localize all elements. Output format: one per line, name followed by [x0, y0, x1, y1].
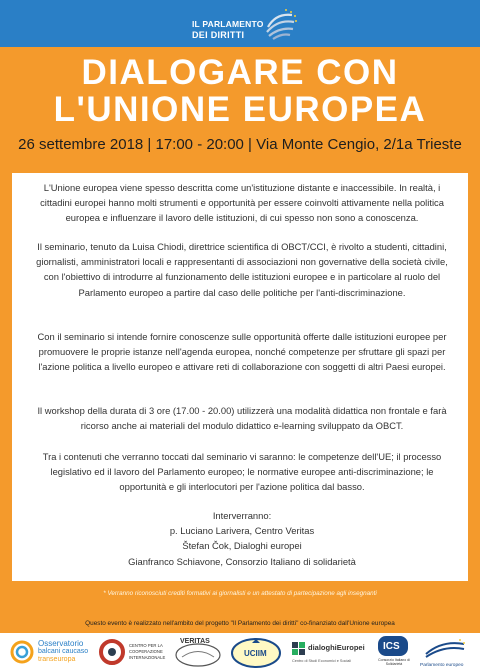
ics-sub: Consorzio Italiano di Solidarietà	[378, 658, 410, 666]
paragraph-goals: Con il seminario si intende fornire conoscenze sulle opportunità offerte dalle istituzioni europee per promuovere le proprie istanze nell'agenda europea, nonché competenze per sfruttare gli spazi per l'azione politica a livello europeo e attivare reti di collaborazione con soggetti di altri Paesi europei.	[37, 331, 447, 373]
paragraph-intro: L'Unione europea viene spesso descritta come un'istituzione distante e inaccessibile. In realtà, i cittadini europei hanno molti strumenti e opportunità per essere coinvolti attivamente nella politica europea e influenzare il lavoro delle istituzioni, di cui spesso non sono a conoscenza.	[40, 182, 444, 224]
paragraph-seminar: Il seminario, tenuto da Luisa Chiodi, direttrice scientifica di OBCT/CCI, è rivolto a studenti, cittadini, giornalisti, amministratori locali e rappresentanti di associazioni non governative della società civile, con l'obiettivo di introdurre al funzionamento delle istituzioni europee e in particolare al ruolo del Parlamento europeo a partire dal caso delle politiche per l'anti-discriminazione.	[36, 241, 448, 298]
veritas-name: VERITAS	[180, 638, 210, 645]
obct-logo	[10, 636, 92, 669]
paragraph-workshop: Il workshop della durata di 3 ore (17.00 - 20.00) utilizzerà una modalità didattica non frontale e farà ricorso anche ai materiali del modulo didattico e-learning sviluppato da OBCT.	[37, 405, 447, 432]
uciim-logo	[230, 636, 282, 669]
ep-name: Parlamento europeo	[420, 663, 464, 668]
event-dateline: 26 settembre 2018 | 17:00 - 20:00 | Via Monte Cengio, 2/1a Trieste	[18, 136, 462, 153]
cci-logo	[98, 636, 170, 669]
title-line1: DIALOGARE CON	[81, 53, 399, 92]
speakers-block	[32, 508, 452, 569]
veritas-logo	[174, 636, 222, 669]
cci-mark-icon	[98, 638, 126, 666]
obct-line1: Osservatorio	[38, 639, 84, 648]
speakers-heading: Interverranno:	[212, 510, 272, 521]
partner-logos-strip	[0, 633, 480, 672]
project-note: Questo evento è realizzato nell'ambito del progetto "Il Parlamento dei diritti" co-finanziato dall'Unione europea	[85, 620, 395, 627]
brand-line1: IL PARLAMENTO	[192, 19, 264, 29]
dialoghi-mark-icon	[292, 642, 306, 656]
european-parliament-logo	[420, 636, 472, 669]
brand-line2: DEI DIRITTI	[192, 30, 245, 40]
header-bar	[0, 0, 480, 47]
cci-line3: INTERNAZIONALE	[129, 655, 166, 660]
credits-footnote: * Verranno riconosciuti crediti formativi ai giornalisti e un attestato di partecipazione agli insegnanti	[103, 590, 377, 597]
paragraph-contents: Tra i contenuti che verranno toccati dal seminario vi saranno: le competenze dell'UE; il processo legislativo ed il lavoro del Parlamento europeo; le normative europee anti-discriminazione; le opportunità e gli interlocutori per l'azione politica dal basso.	[42, 451, 442, 493]
obct-mark-icon	[10, 640, 34, 664]
obct-line2: balcani caucaso	[38, 648, 89, 655]
dialoghi-name: dialoghiEuropei	[308, 643, 365, 652]
eu-parliament-swirl-icon	[262, 5, 300, 43]
obct-line3: transeuropa	[38, 656, 76, 663]
speaker-item: Štefan Čok, Dialoghi europei	[182, 540, 302, 552]
cci-line2: COOPERAZIONE	[129, 649, 163, 654]
cci-line1: CENTRO PER LA	[129, 643, 163, 648]
description-panel	[12, 173, 468, 581]
speaker-item: Gianfranco Schiavone, Consorzio Italiano di solidarietà	[128, 555, 356, 567]
brand-wordmark	[192, 19, 264, 41]
dialoghi-europei-logo	[292, 636, 365, 669]
title-line2: L'UNIONE EUROPEA	[53, 90, 427, 129]
dialoghi-sub: Centro di Studi Economici e Sociali	[292, 659, 352, 663]
ics-logo	[374, 636, 414, 669]
speaker-item: p. Luciano Larivera, Centro Veritas	[169, 525, 315, 537]
ics-name: ICS	[383, 641, 400, 652]
uciim-name: UCIIM	[244, 649, 267, 658]
ep-mark-icon	[422, 636, 468, 660]
